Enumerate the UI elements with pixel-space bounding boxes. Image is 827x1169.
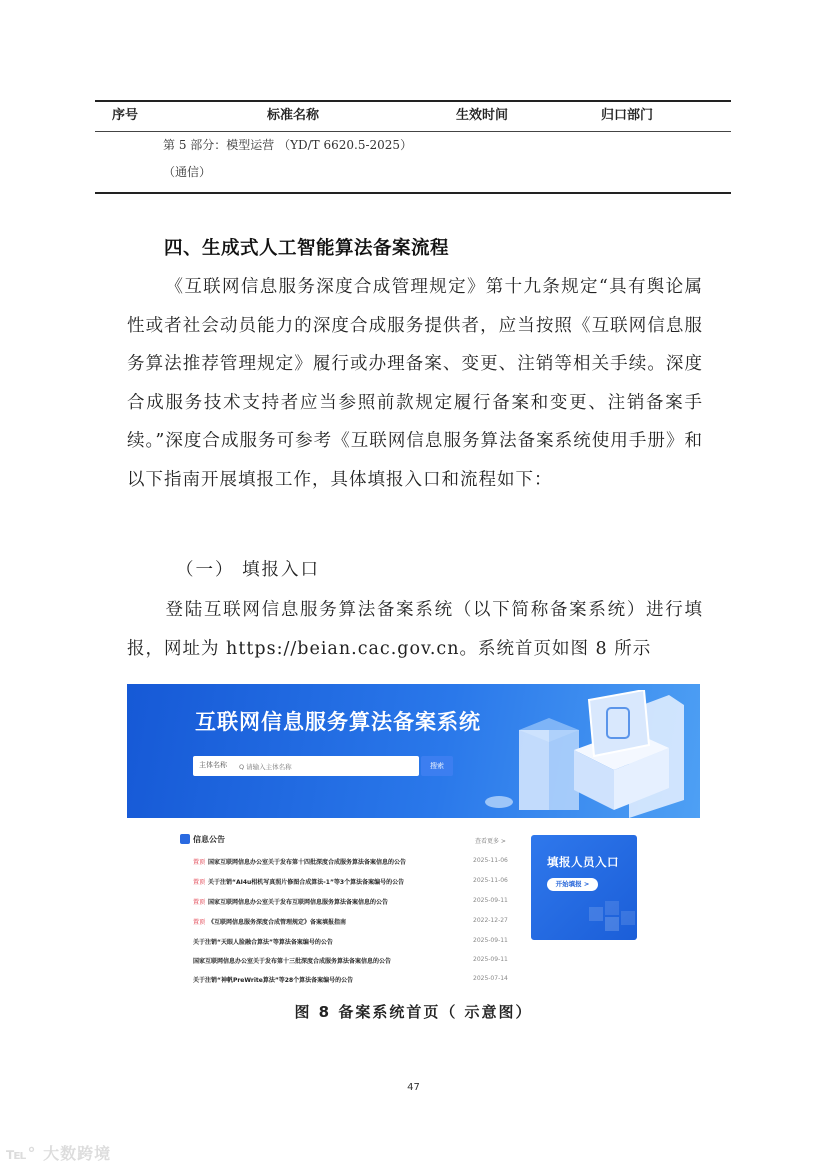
notice-date: 2025-09-11 <box>473 897 508 904</box>
watermark-text: 大数跨境 <box>43 1144 112 1163</box>
notice-item[interactable] <box>193 937 523 949</box>
filer-entry-card[interactable] <box>531 835 637 940</box>
notice-title: 关于注销“天眼人脸融合算法”等算法备案编号的公告 <box>193 939 333 946</box>
notice-date: 2025-09-11 <box>473 956 508 963</box>
site-banner <box>127 684 700 818</box>
entry-title: 填报人员入口 <box>547 855 619 869</box>
section-title: 四、生成式人工智能算法备案流程 <box>164 238 450 259</box>
table-cell-standard-name: 第 5 部分：模型运营 （YD/T 6620.5-2025） <box>163 138 413 152</box>
notice-date: 2025-11-06 <box>473 877 508 884</box>
figure-caption: 图 8 备案系统首页（ 示意图） <box>294 1003 533 1021</box>
site-title: 互联网信息服务算法备案系统 <box>195 710 481 734</box>
table-header-rule <box>95 131 731 132</box>
search-box[interactable] <box>193 756 419 776</box>
page-number: 47 <box>407 1082 420 1093</box>
pinned-badge: 置顶 <box>193 919 206 926</box>
notice-title: 关于注销“神帆PreWrite算法”等28个算法备案编号的公告 <box>193 977 354 984</box>
notice-title: 关于注销“AI4u相机写真照片修图合成算法-1”等3个算法备案编号的公告 <box>208 879 405 886</box>
notice-title: 国家互联网信息办公室关于发布第十四批深度合成服务算法备案信息的公告 <box>208 859 407 866</box>
notice-item[interactable] <box>193 877 523 889</box>
notice-date: 2022-12-27 <box>473 917 508 924</box>
megaphone-icon <box>180 834 190 844</box>
notice-title: 国家互联网信息办公室关于发布第十三批深度合成服务算法备案信息的公告 <box>193 958 392 965</box>
header-department: 归口部门 <box>601 108 654 123</box>
computer-illustration-icon <box>479 690 689 818</box>
watermark-logo <box>6 1141 111 1164</box>
notice-item[interactable] <box>193 897 523 909</box>
table-cell-department: （通信） <box>163 165 212 179</box>
search-label: 主体名称 <box>199 761 227 769</box>
header-standard-name: 标准名称 <box>267 108 320 123</box>
paragraph-regulation: 《互联网信息服务深度合成管理规定》第十九条规定“具有舆论属性或者社会动员能力的深度合成服务提供者，应当按照《互联网信息服务算法推荐管理规定》履行或办理备案、变更、注销等相关手续。深度合成服务技术支持者应当参照前款规定履行备案和变更、注销备案手续。”深度合成服务可参考《互联网信息服务算法备案系统使用手册》和以下指南开展填报工作，具体填报入口和流程如下： <box>127 277 703 490</box>
notice-title: 《互联网信息服务深度合成管理规定》备案填报指南 <box>208 919 347 926</box>
notice-date: 2025-11-06 <box>473 857 508 864</box>
pinned-badge: 置顶 <box>193 899 206 906</box>
notice-item[interactable] <box>193 975 523 984</box>
header-effective-date: 生效时间 <box>456 108 509 123</box>
search-button[interactable]: 搜索 <box>421 756 453 776</box>
notice-item[interactable] <box>193 857 523 869</box>
notice-title: 国家互联网信息办公室关于发布互联网信息服务算法备案信息的公告 <box>208 899 389 906</box>
search-input[interactable] <box>237 759 411 775</box>
watermark-mark-icon: ℡° <box>6 1144 37 1163</box>
subheading-entry: （一） 填报入口 <box>176 560 321 580</box>
notice-item[interactable] <box>193 956 523 968</box>
decorative-pattern-icon <box>579 897 637 940</box>
figure-screenshot <box>127 684 700 984</box>
header-index: 序号 <box>112 108 139 123</box>
start-filing-button[interactable]: 开始填报 > <box>547 878 598 891</box>
table-top-rule <box>95 100 731 102</box>
notice-item[interactable] <box>193 917 523 929</box>
more-link[interactable]: 查看更多 > <box>475 838 506 845</box>
paragraph-login: 登陆互联网信息服务算法备案系统（以下简称备案系统）进行填报，网址为 https://beian.cac.gov.cn。系统首页如图 8 所示 <box>127 600 703 659</box>
notice-heading: 信息公告 <box>193 835 225 844</box>
notice-date: 2025-07-14 <box>473 975 508 982</box>
notice-date: 2025-09-11 <box>473 937 508 944</box>
pinned-badge: 置顶 <box>193 859 206 866</box>
table-bottom-rule <box>95 192 731 194</box>
pinned-badge: 置顶 <box>193 879 206 886</box>
